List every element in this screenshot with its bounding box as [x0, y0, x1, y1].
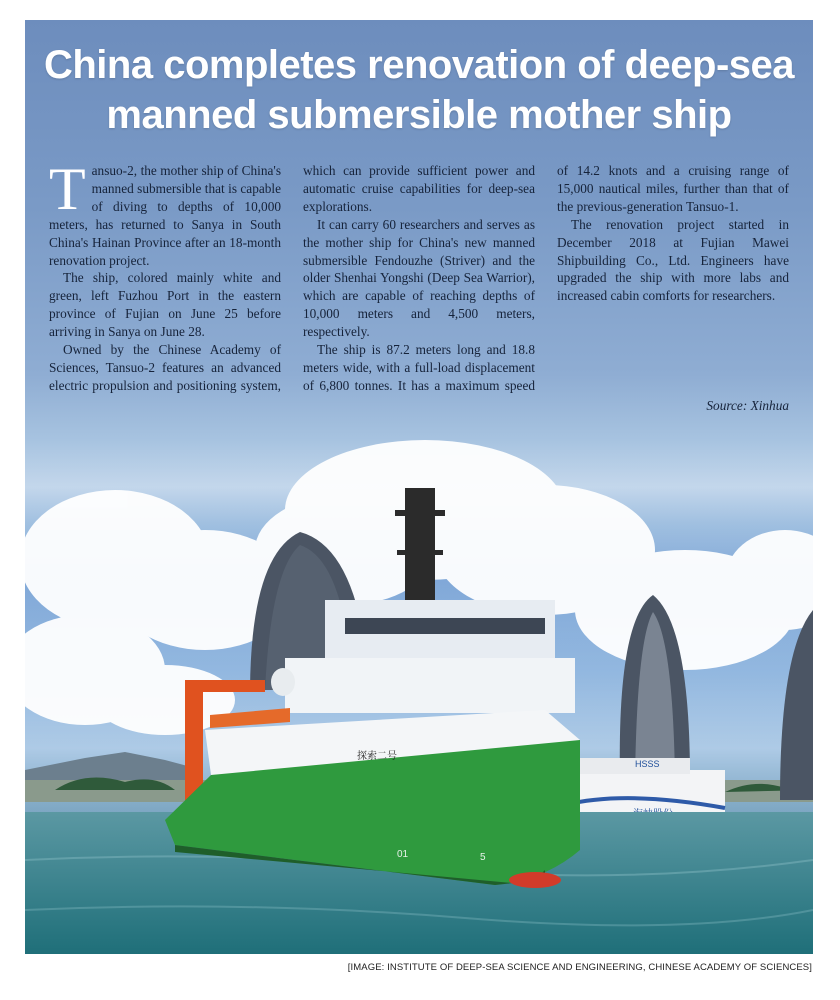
- ship-photo: [25, 440, 813, 954]
- article-paragraph: Tansuo-2, the mother ship of China's manned submersible that is capable of diving to depths of 10,000 meters, has returned to Sanya in South China's Hainan Province after an 18-month renovation project.: [49, 156, 281, 268]
- article-paragraph: The ship, colored mainly white and green, left Fuzhou Port in the eastern province of Fujian on June 25 before arriving in Sanya on June 28.: [49, 270, 281, 340]
- ship-name-marking: 探索二号: [357, 751, 397, 762]
- drop-cap: T: [49, 156, 86, 222]
- source-line: Source: Xinhua: [706, 398, 789, 413]
- headline: China completes renovation of deep-sea manned submersible mother ship: [43, 43, 795, 137]
- image-credit: [IMAGE: INSTITUTE OF DEEP-SEA SCIENCE AND ENGINEERING, CHINESE ACADEMY OF SCIENCES]: [347, 962, 812, 973]
- article-paragraph: It can carry 60 researchers and serves as the mother ship for China's new manned submersible Fendouzhe (Striver) and the older Shenhai Yongshi (Deep Sea Warrior), which are capable of reaching depths of 10,000 meters and 4,500 meters, respectively.: [303, 216, 535, 340]
- hull-marking: 5: [480, 852, 486, 863]
- article-paragraph: The ship is 87.2 meters long and 18.8 meters wide, with a full-load displacement of 6,800 tonnes. It has a maximum speed of 14.2 knots and a cruising range of 15,000 nautical miles, further than that of the previous-generation Tansuo-1.: [303, 163, 789, 393]
- ferry-brand: HSSS: [635, 759, 660, 769]
- article-paragraph: Owned by the Chinese Academy of Sciences, Tansuo-2 features an advanced electric propulsion and positioning system, which can provide sufficient power and automatic cruise capabilities for deep-sea explorations.: [49, 163, 535, 393]
- hull-marking: 01: [397, 849, 409, 860]
- article-body: [49, 156, 789, 408]
- article-paragraph: The renovation project started in December 2018 at Fujian Mawei Shipbuilding Co., Ltd. Engineers have upgraded the ship with more labs and increased cabin comforts for researchers.: [557, 216, 789, 304]
- page-frame: [25, 20, 813, 954]
